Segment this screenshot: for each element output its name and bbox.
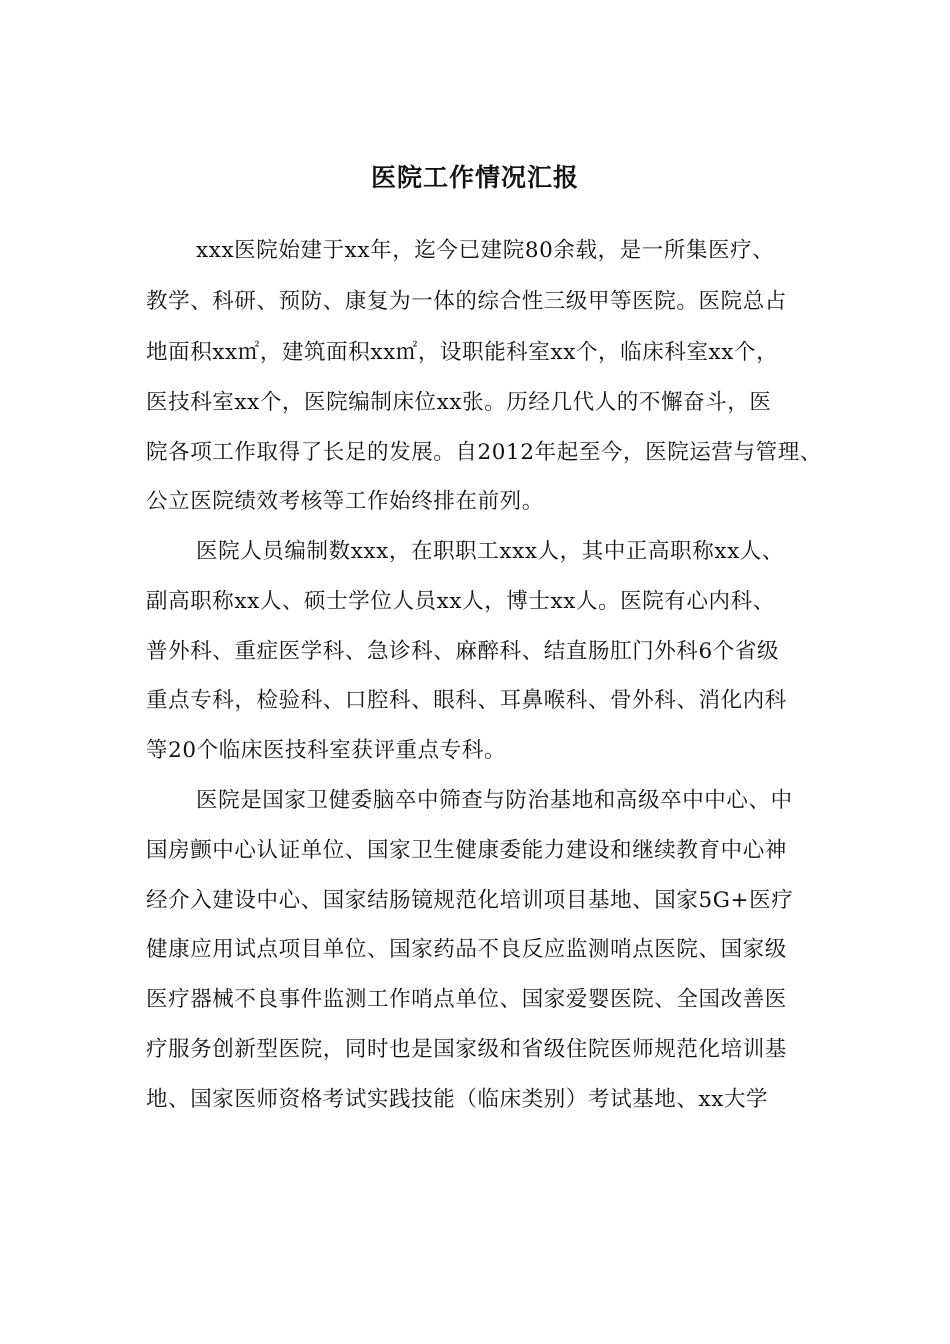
paragraph-1-line-2: 教学、科研、预防、康复为一体的综合性三级甲等医院。医院总占 [146, 289, 787, 314]
paragraph-1-line-4: 医技科室xx个，医院编制床位xx张。历经几代人的不懈奋斗，医 [146, 390, 772, 415]
paragraph-3-line-7: 地、国家医师资格考试实践技能（临床类别）考试基地、xx大学 [146, 1087, 769, 1112]
paragraph-1-line-5: 院各项工作取得了长足的发展。自2012年起至今，医院运营与管理、 [146, 440, 822, 465]
paragraph-1-line-3: 地面积xx㎡，建筑面积xx㎡，设职能科室xx个，临床科室xx个， [146, 340, 779, 365]
paragraph-2-line-5: 等20个临床医技科室获评重点专科。 [146, 738, 507, 763]
paragraph-2-line-4: 重点专科，检验科、口腔科、眼科、耳鼻喉科、骨外科、消化内科 [146, 688, 787, 713]
paragraph-3-line-1: 医院是国家卫健委脑卒中筛查与防治基地和高级卒中中心、中 [196, 788, 793, 813]
document-title: 医院工作情况汇报 [370, 163, 579, 192]
paragraph-3-line-6: 疗服务创新型医院，同时也是国家级和省级住院医师规范化培训基 [146, 1037, 787, 1062]
paragraph-1-line-6: 公立医院绩效考核等工作始终排在前列。 [146, 489, 544, 514]
paragraph-3-line-2: 国房颤中心认证单位、国家卫生健康委能力建设和继续教育中心神 [146, 838, 787, 863]
paragraph-2-line-2: 副高职称xx人、硕士学位人员xx人，博士xx人。医院有心内科、 [146, 589, 775, 614]
paragraph-3-line-4: 健康应用试点项目单位、国家药品不良反应监测哨点医院、国家级 [146, 937, 787, 962]
paragraph-3-line-3: 经介入建设中心、国家结肠镜规范化培训项目基地、国家5G+医疗 [146, 888, 794, 913]
paragraph-3-line-5: 医疗器械不良事件监测工作哨点单位、国家爱婴医院、全国改善医 [146, 987, 787, 1012]
paragraph-2-line-1: 医院人员编制数xxx，在职职工xxx人，其中正高职称xx人、 [196, 539, 785, 564]
paragraph-2-line-3: 普外科、重症医学科、急诊科、麻醉科、结直肠肛门外科6个省级 [146, 639, 780, 664]
paragraph-1-line-1: xxx医院始建于xx年，迄今已建院80余载，是一所集医疗、 [196, 238, 775, 263]
